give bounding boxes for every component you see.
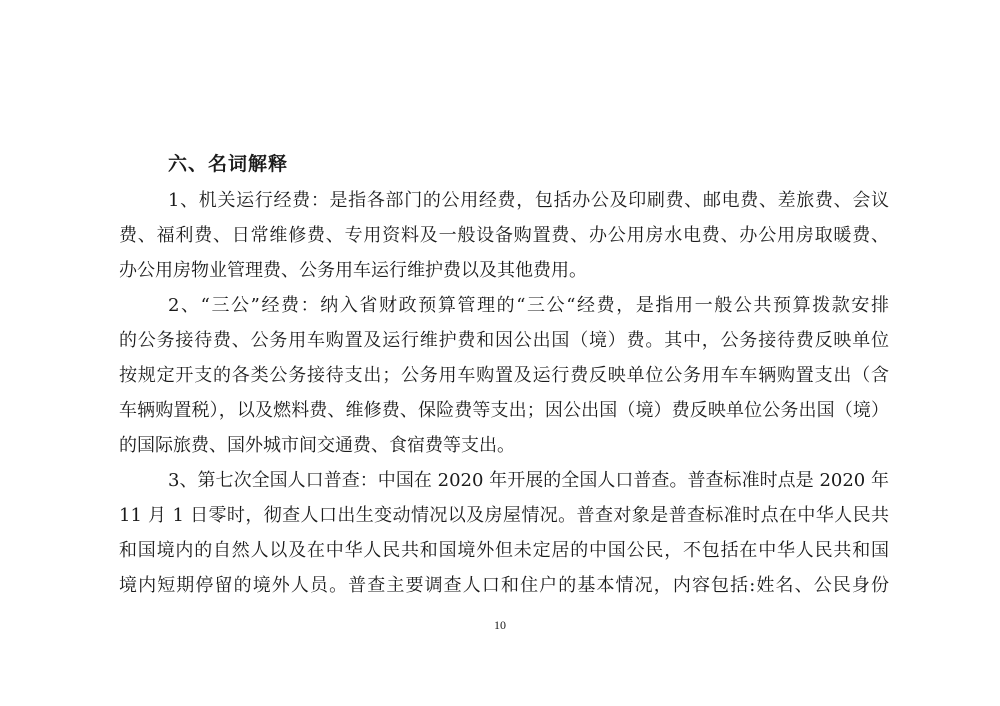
page-number: 10 (494, 618, 506, 632)
paragraph-2-line-2: 的公务接待费、公务用车购置及运行维护费和因公出国（境）费。其中，公务接待费反映单位 (119, 330, 889, 351)
paragraph-3-line-4: 境内短期停留的境外人员。普查主要调查人口和住户的基本情况，内容包括:姓名、公民身份 (119, 575, 889, 596)
paragraph-2-line-1: 2、“三公”经费：纳入省财政预算管理的“三公“经费，是指用一般公共预算拨款安排 (168, 295, 889, 316)
paragraph-1-line-1: 1、机关运行经费：是指各部门的公用经费，包括办公及印刷费、邮电费、差旅费、会议 (168, 190, 889, 211)
paragraph-2-line-3: 按规定开支的各类公务接待支出；公务用车购置及运行费反映单位公务用车车辆购置支出（含 (119, 365, 889, 386)
paragraph-2-line-4: 车辆购置税），以及燃料费、维修费、保险费等支出；因公出国（境）费反映单位公务出国（境） (119, 400, 889, 421)
paragraph-3-line-3: 和国境内的自然人以及在中华人民共和国境外但未定居的中国公民，不包括在中华人民共和国 (119, 540, 889, 561)
paragraph-2-line-5: 的国际旅费、国外城市间交通费、食宿费等支出。 (119, 435, 515, 456)
paragraph-1-line-3: 办公用房物业管理费、公务用车运行维护费以及其他费用。 (119, 260, 587, 281)
paragraph-3-line-1: 3、第七次全国人口普查：中国在 2020 年开展的全国人口普查。普查标准时点是 2020 年 (168, 470, 889, 491)
paragraph-3-line-2: 11 月 1 日零时，彻查人口出生变动情况以及房屋情况。普查对象是普查标准时点在中华人民共 (119, 505, 889, 526)
section-heading: 六、名词解释 (168, 153, 289, 175)
paragraph-1-line-2: 费、福利费、日常维修费、专用资料及一般设备购置费、办公用房水电费、办公用房取暖费、 (119, 225, 889, 246)
